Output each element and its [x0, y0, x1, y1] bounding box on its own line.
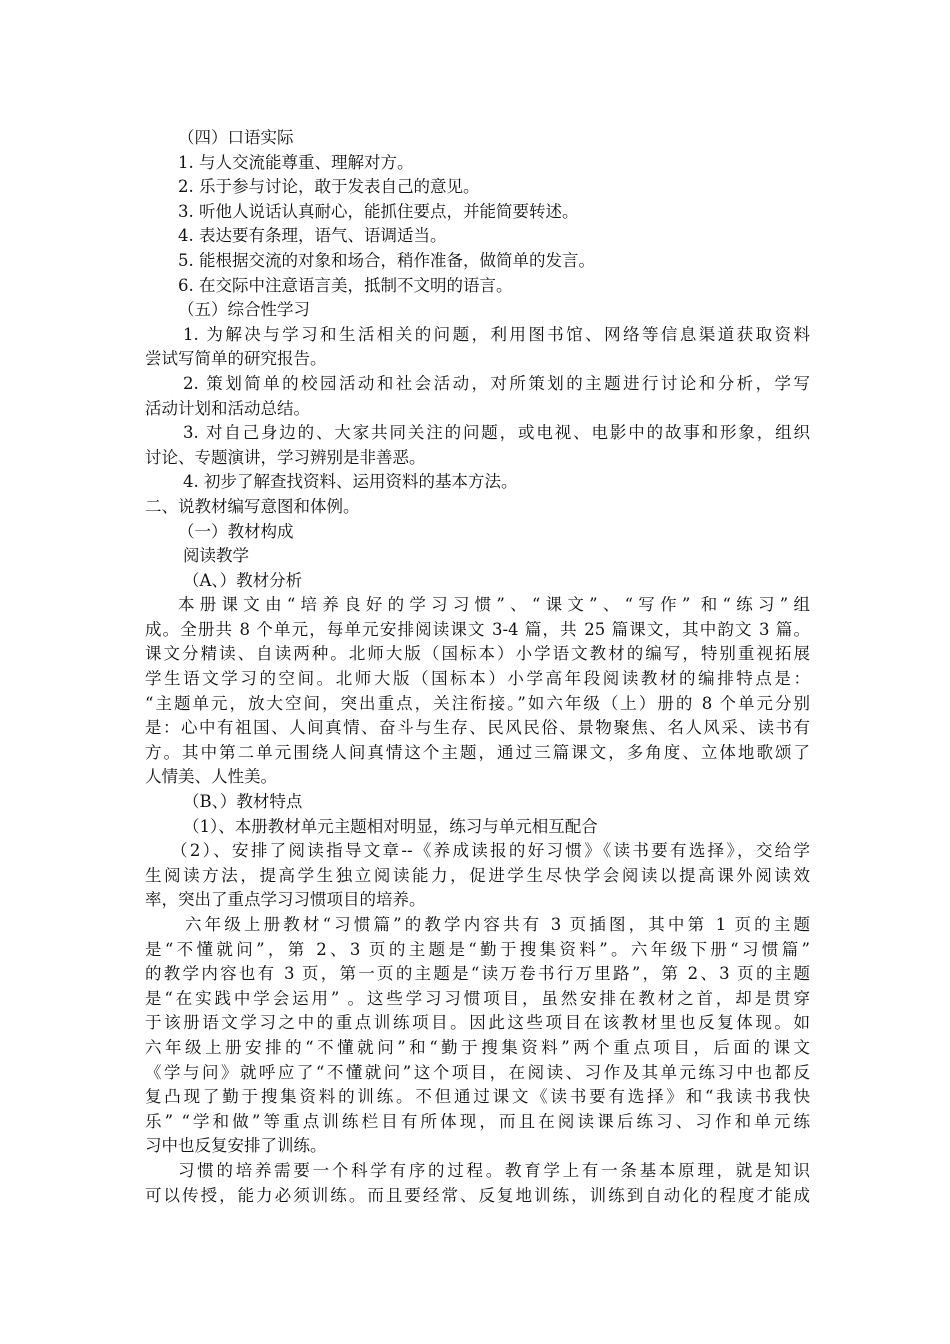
- text-line: （1）、本册教材单元主题相对明显，练习与单元相互配合: [183, 816, 598, 836]
- text-line: 4. 表达要有条理，语气、语调适当。: [178, 226, 447, 246]
- text-line: 1. 为解决与学习和生活相关的问题，利用图书馆、网络等信息渠道获取资料: [183, 324, 810, 344]
- text-line: 乐” “学和做”等重点训练栏目有所体现，而且在阅读课后练习、习作和单元练: [145, 1111, 810, 1131]
- text-line: “主题单元，放大空间，突出重点，关注衔接。”如六年级（上）册的 8 个单元分别: [145, 693, 810, 713]
- text-line: 5. 能根据交流的对象和场合，稍作准备，做简单的发言。: [178, 250, 595, 270]
- text-line: 2. 策划简单的校园活动和社会活动，对所策划的主题进行讨论和分析，学写: [183, 373, 810, 393]
- text-line: 《学与问》就呼应了“不懂就问”这个项目，在阅读、习作及其单元练习中也都反: [145, 1062, 810, 1082]
- text-line: 4. 初步了解查找资料、运用资料的基本方法。: [183, 472, 518, 492]
- text-line: 讨论、专题演讲，学习辨别是非善恶。: [145, 447, 426, 467]
- document-page: [145, 126, 810, 1208]
- text-line: 学生语文学习的空间。北师大版（国标本）小学高年段阅读教材的编排特点是：: [145, 669, 810, 689]
- text-line: 于该册语文学习之中的重点训练项目。因此这些项目在该教材里也反复体现。如: [145, 1013, 810, 1033]
- text-line: 率，突出了重点学习习惯项目的培养。: [145, 890, 426, 910]
- text-line: 尝试写简单的研究报告。: [145, 349, 327, 369]
- text-line: 3. 对自己身边的、大家共同关注的问题，或电视、电影中的故事和形象，组织: [183, 423, 810, 443]
- subsection-heading: （B、）教材特点: [183, 792, 303, 812]
- text-line: 的教学内容也有 3 页，第一页的主题是“读万卷书行万里路”，第 2、3 页的主题: [145, 964, 810, 984]
- text-line: 1. 与人交流能尊重、理解对方。: [178, 152, 414, 172]
- text-line: 成。全册共 8 个单元，每单元安排阅读课文 3-4 篇，共 25 篇课文，其中韵文 3 篇。: [145, 619, 810, 639]
- text-line: 是“不懂就问”，第 2、3 页的主题是“勤于搜集资料”。六年级下册“习惯篇”: [145, 939, 810, 959]
- text-line: 人情美、人性美。: [145, 767, 277, 787]
- text-line: 是“在实践中学会运用” 。这些学习习惯项目，虽然安排在教材之首，却是贯穿: [145, 988, 810, 1008]
- text-line: 6. 在交际中注意语言美，抵制不文明的语言。: [178, 275, 513, 295]
- subsection-heading: （一）教材构成: [178, 521, 294, 541]
- text-line: 本册课文由“培养良好的学习习惯”、“课文”、“写作” 和“练习”组: [178, 595, 810, 615]
- section-heading-textbook: 二、说教材编写意图和体例。: [145, 496, 360, 516]
- text-line: 是：心中有祖国、人间真情、奋斗与生存、民风民俗、景物聚焦、名人风采、读书有: [145, 718, 810, 738]
- text-line: 活动计划和活动总结。: [145, 398, 310, 418]
- text-line: 复凸现了勤于搜集资料的训练。不但通过课文《读书要有选择》和“我读书我快: [145, 1087, 810, 1107]
- subsection-heading: 阅读教学: [183, 546, 249, 566]
- text-line: 可以传授，能力必须训练。而且要经常、反复地训练，训练到自动化的程度才能成: [145, 1185, 810, 1205]
- text-line: 六年级上册教材“习惯篇”的教学内容共有 3 页插图，其中第 1 页的主题: [185, 915, 810, 934]
- text-line: 方。其中第二单元围绕人间真情这个主题，通过三篇课文，多角度、立体地歌颂了: [145, 742, 810, 762]
- text-line: 习惯的培养需要一个科学有序的过程。教育学上有一条基本原理，就是知识: [178, 1160, 810, 1180]
- text-line: 六年级上册安排的“不懂就问”和“勤于搜集资料”两个重点项目，后面的课文: [145, 1037, 810, 1057]
- section-heading-oral: （四）口语实际: [178, 128, 294, 147]
- section-heading-comprehensive: （五）综合性学习: [178, 300, 310, 320]
- text-line: 2. 乐于参与讨论，敢于发表自己的意见。: [178, 177, 480, 197]
- text-line: （2）、安排了阅读指导文章--《养成读报的好习惯》《读书要有选择》，交给学: [171, 841, 810, 861]
- subsection-heading: （A、）教材分析: [183, 570, 303, 590]
- text-line: 3. 听他人说话认真耐心，能抓住要点，并能简要转述。: [178, 201, 579, 221]
- text-line: 课文分精读、自读两种。北师大版（国标本）小学语文教材的编写，特别重视拓展: [145, 644, 810, 664]
- text-line: 习中也反复安排了训练。: [145, 1136, 327, 1156]
- text-line: 生阅读方法，提高学生独立阅读能力，促进学生尽快学会阅读以提高课外阅读效: [145, 865, 810, 885]
